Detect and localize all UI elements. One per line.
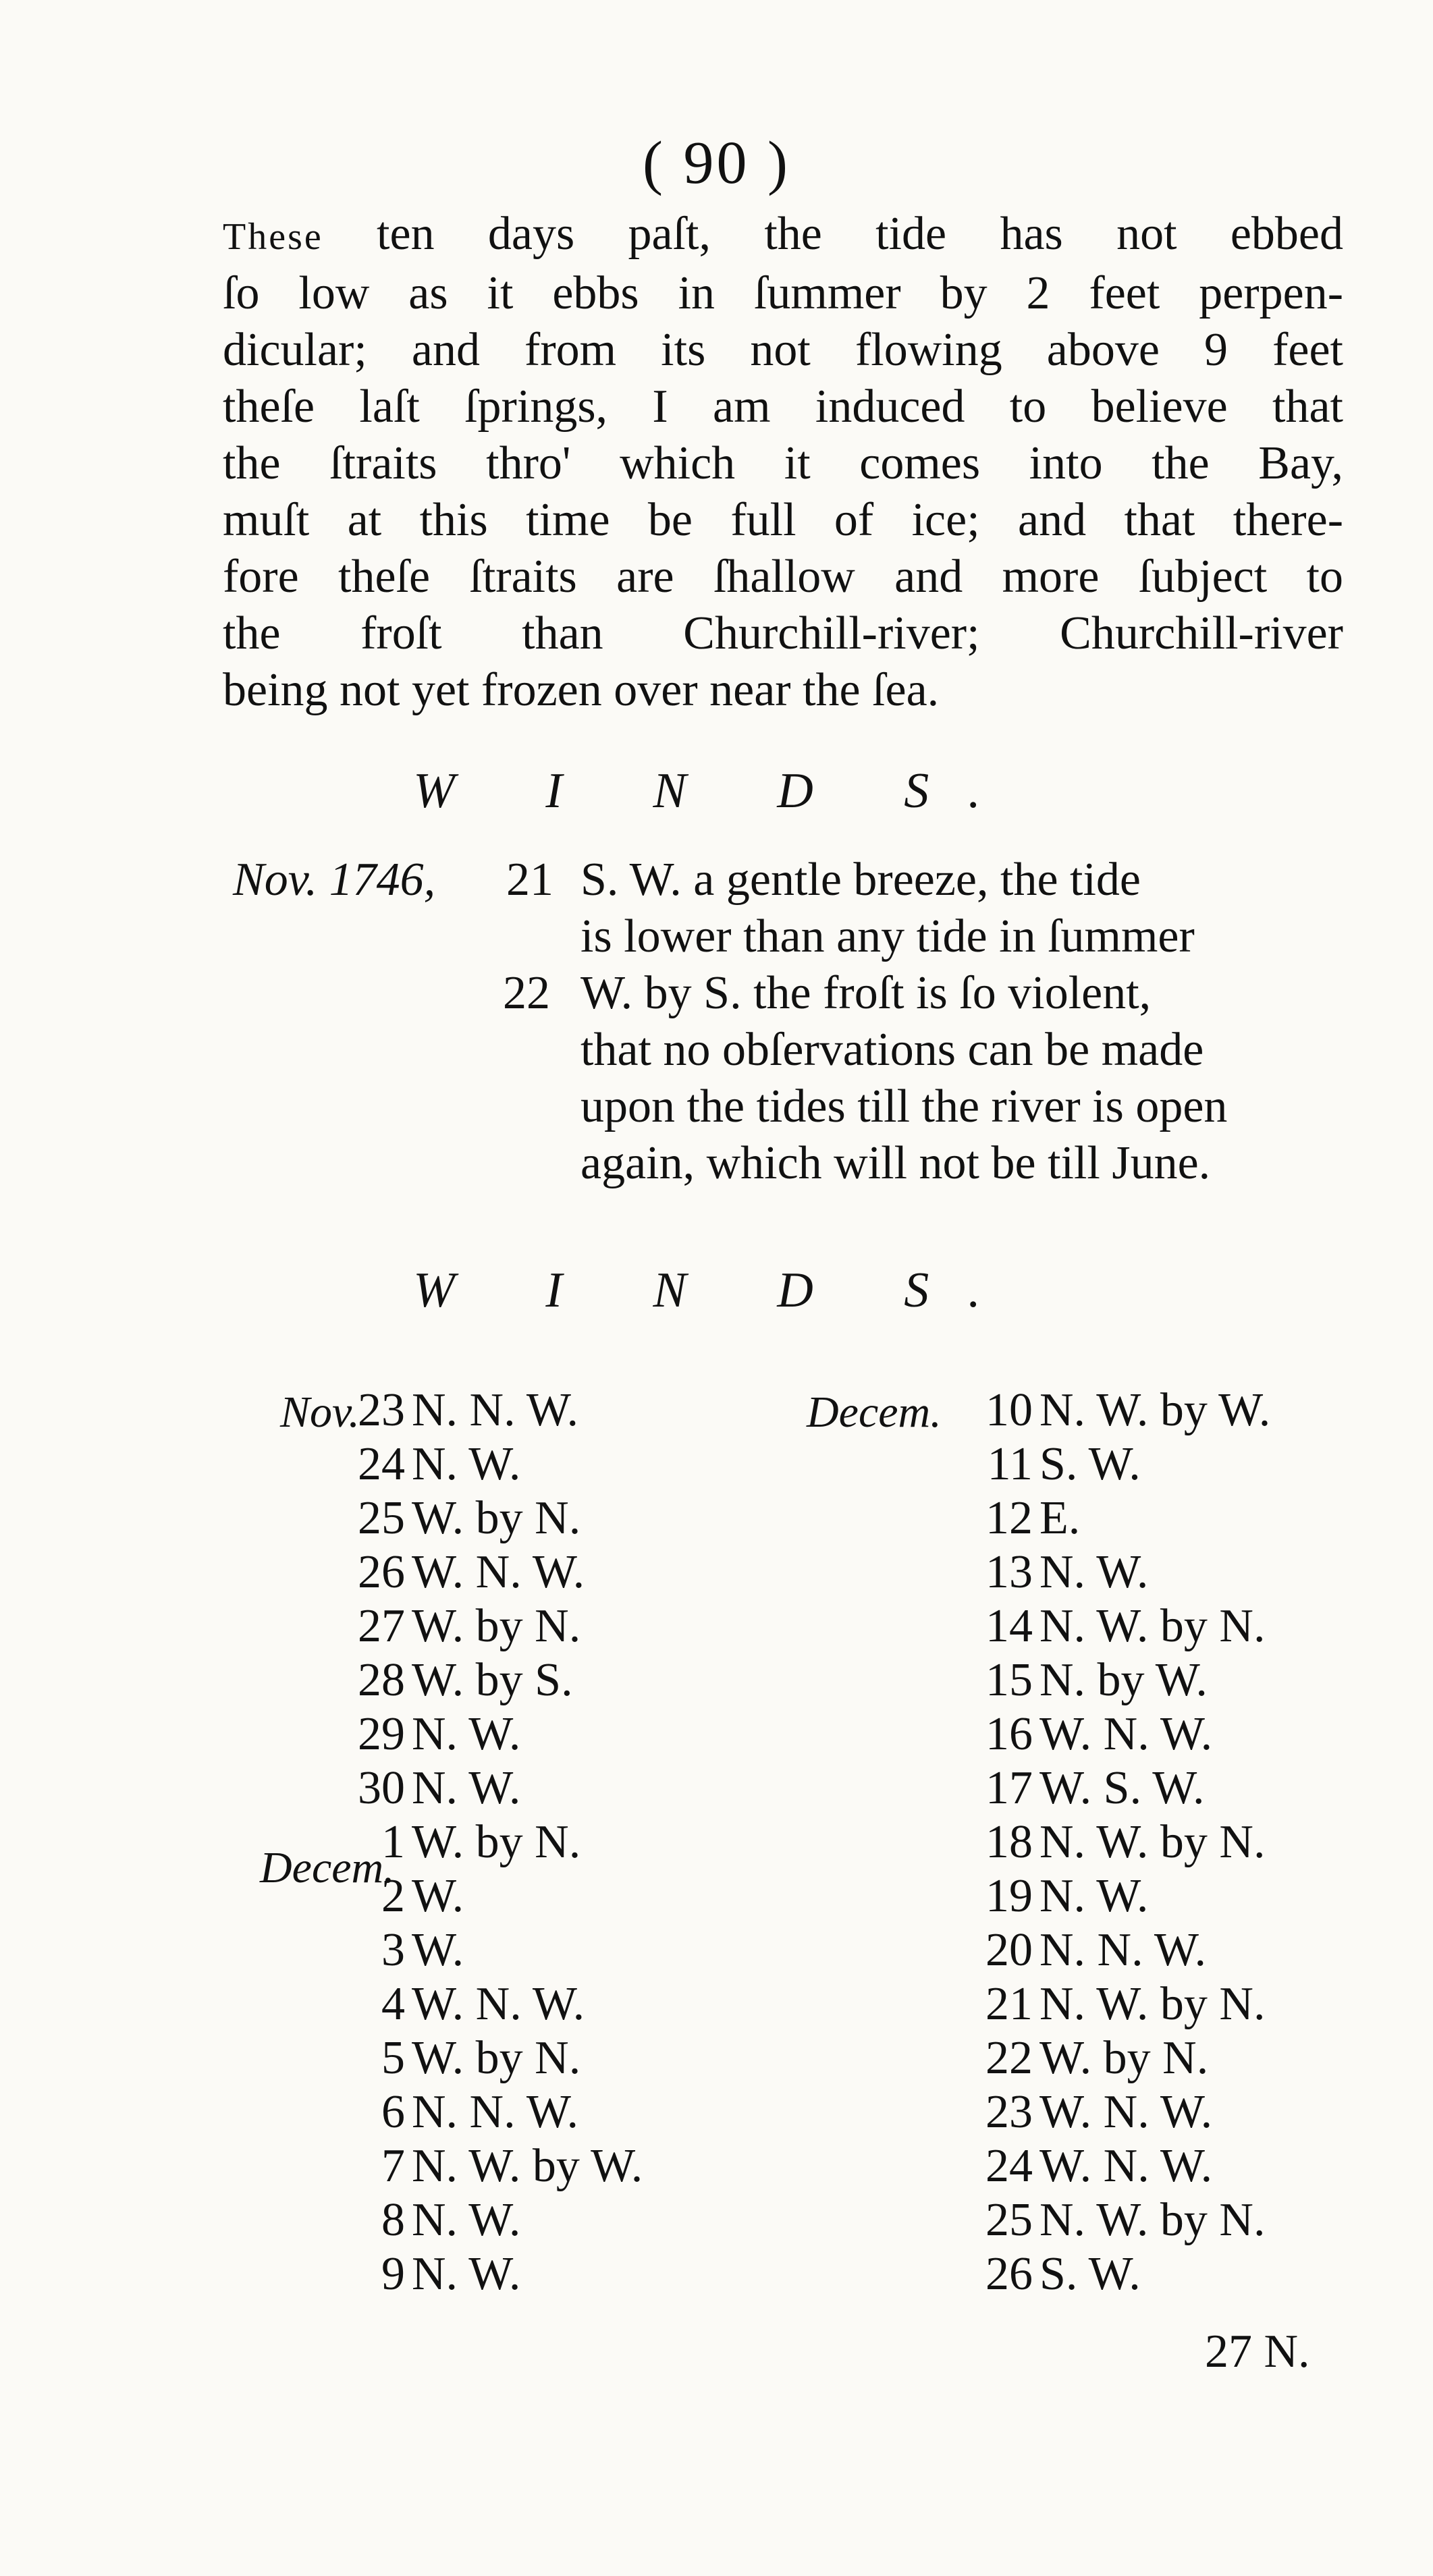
table-row: 24 W. N. W. [985,2140,1213,2192]
table-row: 24 N. W. [358,1438,521,1490]
paragraph-line: the ſtraits thro' which it comes into the Bay, [223,437,1343,489]
month-label-nov: Nov. [280,1388,360,1437]
table-row: 5 W. by N. [381,2032,581,2084]
page-number: ( 90 ) [643,130,790,196]
table-row: 11 S. W. [987,1438,1141,1490]
table-row: 9 N. W. [381,2248,521,2300]
month-label-dec-right: Decem. [807,1388,942,1437]
paragraph-line: ſo low as it ebbs in ſummer by 2 feet perpen- [223,267,1343,319]
table-row: 4 W. N. W. [381,1978,585,2030]
table-row: 30 N. W. [358,1762,521,1814]
table-row: 26 W. N. W. [358,1546,585,1598]
entry-line: that no obſervations can be made [580,1024,1204,1076]
section-heading-winds: W I N D S. [413,1263,1020,1318]
entry-line: again, which will not be till June. [580,1137,1211,1189]
entry-date-label: Nov. 1746, [233,854,436,906]
table-row: 15 N. by W. [985,1654,1208,1706]
table-row: 23 W. N. W. [985,2086,1213,2138]
table-row: 28 W. by S. [358,1654,573,1706]
table-row: 2 W. [381,1870,464,1922]
table-row: 13 N. W. [985,1546,1149,1598]
entry-day: 21 [506,854,553,906]
entry-line: is lower than any tide in ſummer [580,910,1195,962]
table-row: 14 N. W. by N. [985,1600,1266,1652]
table-row: 10 N. W. by W. [985,1384,1271,1436]
paragraph-line: dicular; and from its not flowing above 9 feet [223,324,1343,376]
month-label-dec: Decem. [260,1843,395,1892]
table-row: 19 N. W. [985,1870,1149,1922]
table-row: 21 N. W. by N. [985,1978,1266,2030]
entry-line: upon the tides till the river is open [580,1080,1228,1132]
table-row: 18 N. W. by N. [985,1816,1266,1868]
table-row: 27 W. by N. [358,1600,581,1652]
table-row: 20 N. N. W. [985,1924,1206,1976]
entry-day: 22 [503,967,550,1019]
entry-line: W. by S. the froſt is ſo violent, [580,967,1152,1019]
table-row: 23 N. N. W. [358,1384,578,1436]
paragraph-line: fore theſe ſtraits are ſhallow and more ſubject to [223,551,1343,603]
body-paragraph [223,206,1343,719]
paragraph-line: theſe laſt ſprings, I am induced to believe that [223,381,1343,433]
paragraph-line: muſt at this time be full of ice; and that there- [223,494,1343,546]
table-row: 3 W. [381,1924,464,1976]
entry-line: S. W. a gentle breeze, the tide [580,854,1141,906]
table-row: 6 N. N. W. [381,2086,578,2138]
table-row: 17 W. S. W. [985,1762,1205,1814]
paragraph-line: being not yet frozen over near the ſea. [223,664,940,716]
table-row: 16 W. N. W. [985,1708,1213,1760]
paragraph-line: the froſt than Churchill-river; Churchill-river [223,607,1343,659]
table-row: 1 W. by N. [381,1816,581,1868]
table-row: 25 N. W. by N. [985,2194,1266,2246]
table-row: 29 N. W. [358,1708,521,1760]
table-row: 8 N. W. [381,2194,521,2246]
paragraph-line: These ten days paſt, the tide has not ebbed [223,208,1343,260]
table-row: 22 W. by N. [985,2032,1209,2084]
table-row: 12 E. [985,1492,1081,1544]
table-row: 25 W. by N. [358,1492,581,1544]
table-row: 26 S. W. [985,2248,1141,2300]
section-heading-winds: W I N D S. [413,763,1020,819]
table-row: 7 N. W. by W. [381,2140,643,2192]
paragraph-lead-word: These [223,216,323,258]
catchword: 27 N. [1205,2326,1310,2378]
